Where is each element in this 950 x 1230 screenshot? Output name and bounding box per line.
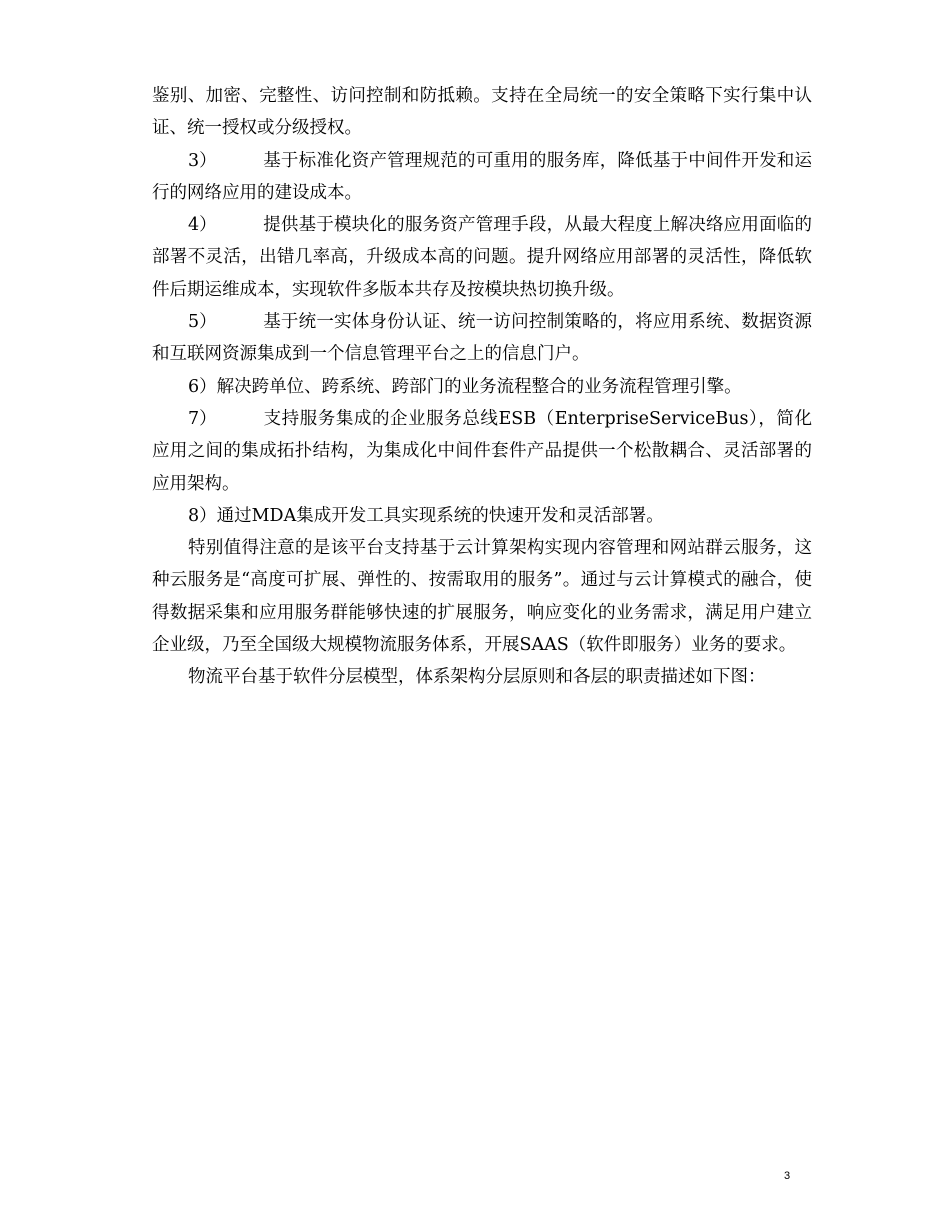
list-item-text: 通过MDA集成开发工具实现系统的快速开发和灵活部署。 [216,505,664,526]
list-number: 7） [188,408,217,429]
list-number: 5） [188,312,217,333]
list-item-text: 解决跨单位、跨系统、跨部门的业务流程整合的业务流程管理引擎。 [216,376,742,397]
paragraph-figure-intro [152,661,812,693]
paragraph-cloud-services [152,532,812,661]
list-number: 6） [188,376,217,397]
list-item-text: 提供基于模块化的服务资产管理手段，从最大程度上解决络应用面临的部署不灵活，出错几率高，升级成本高的问题。提升网络应用部署的灵活性，降低软件后期运维成本，实现软件多版本共存及按模块热切换升级。 [152,215,812,300]
list-item-4 [152,209,812,306]
list-item-text: 基于标准化资产管理规范的可重用的服务库，降低基于中间件开发和运行的网络应用的建设成本。 [152,150,812,203]
page-number: 3 [784,1170,791,1182]
list-item-text: 支持服务集成的企业服务总线ESB（EnterpriseServiceBus），简化应用之间的集成拓扑结构，为集成化中间件套件产品提供一个松散耦合、灵活部署的应用架构。 [152,408,812,494]
list-item-3 [152,145,812,210]
list-item-text: 基于统一实体身份认证、统一访问控制策略的，将应用系统、数据资源和互联网资源集成到一个信息管理平台之上的信息门户。 [152,312,812,365]
paragraph-text: 特别值得注意的是该平台支持基于云计算架构实现内容管理和网站群云服务，这种云服务是“高度可扩展、弹性的、按需取用的服务”。通过与云计算模式的融合，使得数据采集和应用服务群能够快速的扩展服务，响应变化的业务需求，满足用户建立企业级，乃至全国级大规模物流服务体系，开展SAAS（软件即服务）业务的要求。 [152,538,812,656]
list-item-8 [152,500,812,532]
list-item-7 [152,403,812,500]
list-item-5 [152,306,812,371]
list-number: 3） [188,150,217,171]
paragraph-text: 物流平台基于软件分层模型，体系架构分层原则和各层的职责描述如下图： [188,667,766,688]
list-number: 4） [188,215,217,236]
paragraph-continuation [152,80,812,145]
list-number: 8） [188,505,217,526]
paragraph-text: 鉴别、加密、完整性、访问控制和防抵赖。支持在全局统一的安全策略下实行集中认证、统一授权或分级授权。 [152,86,812,139]
document-body [152,80,812,694]
list-item-6 [152,371,812,403]
